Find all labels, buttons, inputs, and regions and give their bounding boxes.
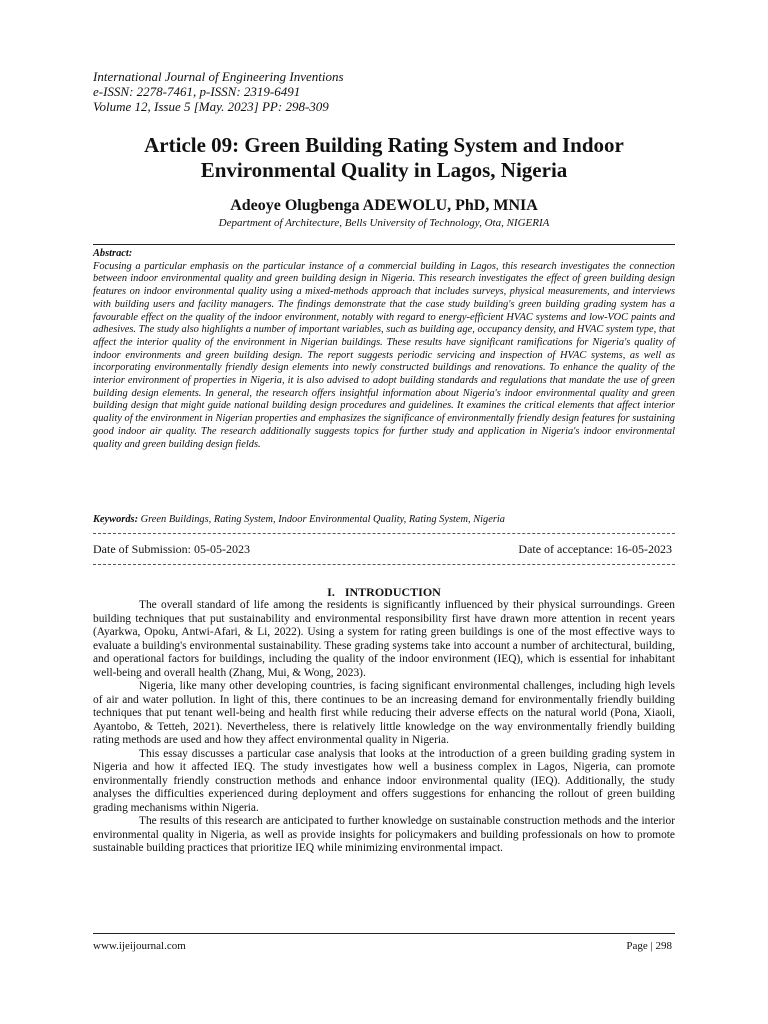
body-paragraph: The overall standard of life among the residents is significantly influenced by their physical surroundings. Green building techniques that put sustainability and environmental responsibility first have drawn more attention in recent years (Ayarkwa, Opoku, Antwi-Afari, & Li, 2022). Using a system for rating green buildings is one of the most effective ways to evaluate a building's environmental sustainability. These grading systems take into account a number of architectural, building, and operational factors for buildings, including the quality of the indoor environment (IEQ), which is essential for inhabitant well-being and overall health (Zhang, Mui, & Wong, 2023). bbox=[93, 599, 675, 679]
body-paragraph: Nigeria, like many other developing countries, is facing significant environmental challenges, including high levels of air and water pollution. In light of this, there continues to be an increasing demand for environmentally friendly building techniques that put tenant well-being and health first while reducing their adverse effects on the natural world (Pona, Xiaoli, Ayantobo, & Tetteh, 2021). Nevertheless, there is relatively little knowledge on the way environmentally friendly building rating methods are used and how they affect environmental quality in Nigeria. bbox=[93, 680, 675, 746]
journal-name: International Journal of Engineering Inventions bbox=[93, 69, 344, 84]
paper-page bbox=[93, 0, 675, 1024]
journal-volume: Volume 12, Issue 5 [May. 2023] PP: 298-309 bbox=[93, 99, 329, 114]
page-number: Page | 298 bbox=[626, 940, 672, 952]
keywords-text: Green Buildings, Rating System, Indoor Environmental Quality, Rating System, Nigeria bbox=[140, 514, 505, 525]
abstract-text: Focusing a particular emphasis on the particular instance of a commercial building in Lagos, this research investigates the connection between indoor environmental quality and green building design in Nigeria. This research investigates the effect of green building design features on indoor environmental quality using a mixed-methods approach that includes surveys, physical measurements, and interviews with building users and facility managers. The findings demonstrate that the case study building's green building grading system has a favourable effect on the quality of the indoor environment, notably with regard to energy-efficient HVAC systems and low-VOC paints and adhesives. The study also highlights a number of important variables, such as building age, occupancy density, and HVAC system type, that affect the interior quality of the environment in Nigerian buildings. These results have significant ramifications for Nigeria's quality of indoor environments and green building design. The report suggests periodic servicing and inspection of HVAC systems, as well as incorporating environmentally friendly design elements into newly constructed buildings and renovations. To enhance the quality of the interior environment of properties in Nigeria, it is also advised to adopt building standards and regulations that mandate the use of green building design elements. In general, the research offers insightful information about Nigeria's indoor environmental quality and green building design that might guide national building design procedures and guidelines. It examines the critical elements that affect interior quality of the environment in Nigerian properties and emphasizes the significance of environmentally friendly design features for sustaining good indoor air quality. The research additionally suggests topics for further study and application in Nigeria's indoor environmental quality and green building design fields. bbox=[93, 260, 675, 450]
dashed-divider-top bbox=[93, 533, 675, 534]
acceptance-date: Date of acceptance: 16-05-2023 bbox=[518, 542, 672, 556]
body-paragraph: The results of this research are anticipated to further knowledge on sustainable construction methods and the interior environmental quality in Nigeria, as well as provide insights for policymakers and building professionals on how to promote sustainable building practices that prioritize IEQ while minimizing environmental impact. bbox=[93, 815, 675, 854]
journal-issn: e-ISSN: 2278-7461, p-ISSN: 2319-6491 bbox=[93, 84, 301, 99]
abstract-block bbox=[93, 248, 675, 451]
author-affiliation: Department of Architecture, Bells University of Technology, Ota, NIGERIA bbox=[218, 217, 550, 229]
article-title: Article 09: Green Building Rating System and Indoor Environmental Quality in Lagos, Nigeria bbox=[144, 133, 624, 182]
abstract-heading: Abstract: bbox=[93, 248, 133, 259]
footer-rule bbox=[93, 933, 675, 934]
section-number: I. bbox=[327, 585, 335, 599]
dashed-divider-bottom bbox=[93, 564, 675, 565]
introduction-body bbox=[93, 599, 675, 856]
journal-header bbox=[93, 69, 675, 114]
journal-website-link[interactable]: www.ijeijournal.com bbox=[93, 940, 186, 952]
submission-date: Date of Submission: 05-05-2023 bbox=[93, 542, 250, 556]
article-author: Adeoye Olugbenga ADEWOLU, PhD, MNIA bbox=[230, 197, 538, 214]
abstract-top-rule bbox=[93, 244, 675, 245]
body-paragraph: This essay discusses a particular case analysis that looks at the introduction of a green building grading system in Nigeria and how it affected IEQ. The study investigates how well a business complex in Lagos, Nigeria, can promote environmentally friendly construction methods and enhance indoor environmental quality (IEQ). Additionally, the study analyses the difficulties experienced during deployment and offers suggestions for enhancing the rollout of green building grading mechanisms within Nigeria. bbox=[93, 747, 675, 814]
section-heading bbox=[93, 585, 675, 599]
keywords-label: Keywords: bbox=[93, 514, 139, 525]
section-title: INTRODUCTION bbox=[344, 585, 441, 599]
keywords-line bbox=[93, 514, 675, 526]
